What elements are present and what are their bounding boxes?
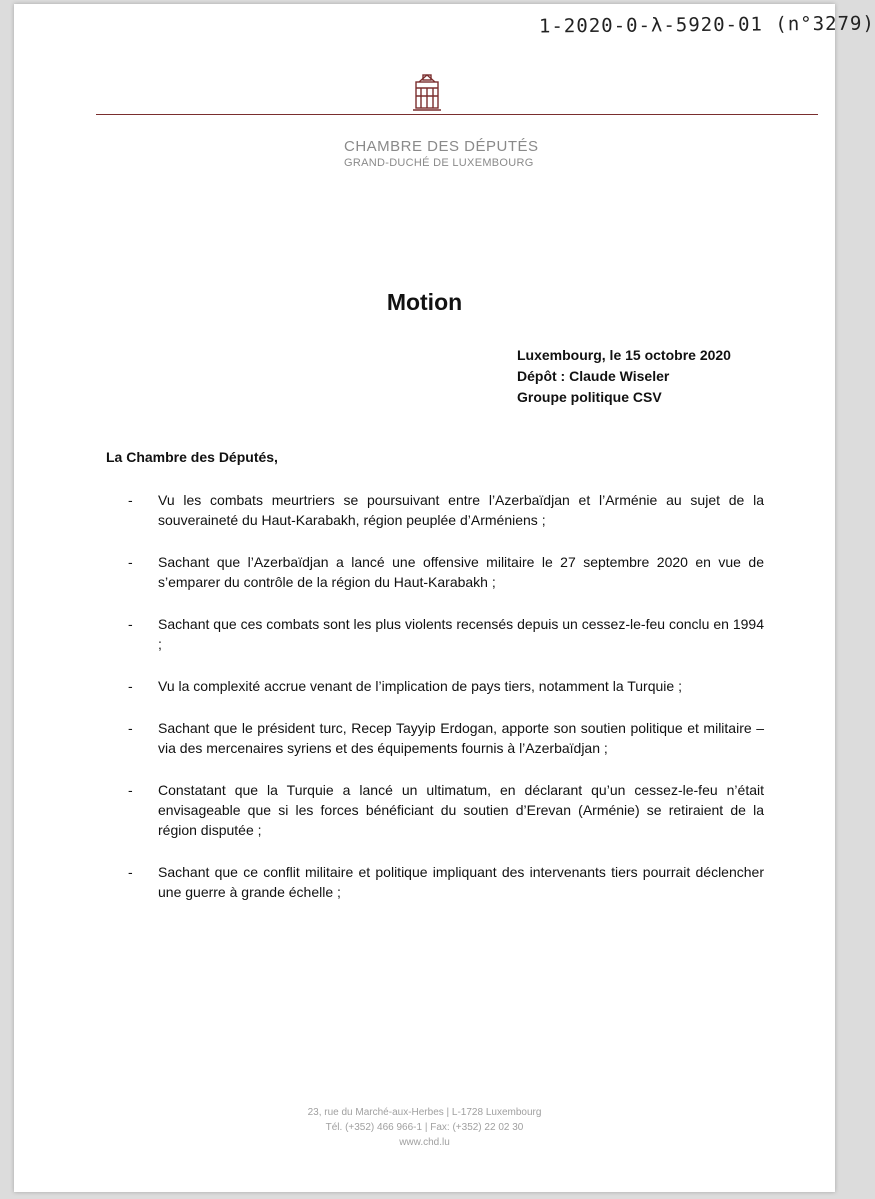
clause-item [118,862,764,902]
footer-website: www.chd.lu [399,1137,450,1148]
clause-text: Sachant que l’Azerbaïdjan a lancé une offensive militaire le 27 septembre 2020 en vue de s’emparer du contrôle de la région du Haut-Karabakh ; [158,554,764,590]
chamber-building-logo [410,72,444,112]
bullet-dash: - [128,678,133,694]
institution-block [344,138,539,169]
document-title: Motion [386,289,463,315]
document-page [14,4,875,1192]
clause-item [118,552,764,592]
institution-name: CHAMBRE DES DÉPUTÉS [344,138,539,155]
bullet-dash: - [128,720,133,736]
clause-item [118,614,764,654]
political-group: Groupe politique CSV [517,389,662,405]
page-footer [14,1105,835,1150]
motion-metadata [517,345,731,408]
footer-phone-fax: Tél. (+352) 466 966-1 | Fax: (+352) 22 02 30 [325,1122,524,1133]
clause-item [118,780,764,840]
footer-address: 23, rue du Marché-aux-Herbes | L-1728 Luxembourg [307,1107,542,1118]
handwritten-reference: 1-2020-0-λ-5920-01 (n°3279) [538,12,875,38]
depositor: Dépôt : Claude Wiseler [517,368,670,384]
clause-text: Constatant que la Turquie a lancé un ultimatum, en déclarant qu’un cessez-le-feu n’était envisageable que si les forces bénéficiant du soutien d’Erevan (Arménie) se retiraient de la région disputée ; [158,782,764,838]
clause-text: Sachant que le président turc, Recep Tayyip Erdogan, apporte son soutien politique et militaire – via des mercenaires syriens et des équipements fournis à l’Azerbaïdjan ; [158,720,764,756]
bullet-dash: - [128,492,133,508]
clause-item [118,718,764,758]
clause-text: Sachant que ce conflit militaire et politique impliquant des intervenants tiers pourrait déclencher une guerre à grande échelle ; [158,864,764,900]
header-rule [96,114,818,115]
salutation: La Chambre des Députés, [106,449,278,465]
clause-item [118,490,764,530]
clause-text: Sachant que ces combats sont les plus violents recensés depuis un cessez-le-feu conclu en 1994 ; [158,616,764,652]
clause-list [118,490,764,924]
bullet-dash: - [128,554,133,570]
place-date: Luxembourg, le 15 octobre 2020 [517,347,731,363]
clause-text: Vu les combats meurtriers se poursuivant entre l’Azerbaïdjan et l’Arménie au sujet de la souveraineté du Haut-Karabakh, région peuplée d’Arméniens ; [158,492,764,528]
clause-text: Vu la complexité accrue venant de l’implication de pays tiers, notamment la Turquie ; [158,678,682,694]
bullet-dash: - [128,782,133,798]
bullet-dash: - [128,616,133,632]
institution-subtitle: GRAND-DUCHÉ DE LUXEMBOURG [344,157,534,169]
bullet-dash: - [128,864,133,880]
clause-item [118,676,764,696]
